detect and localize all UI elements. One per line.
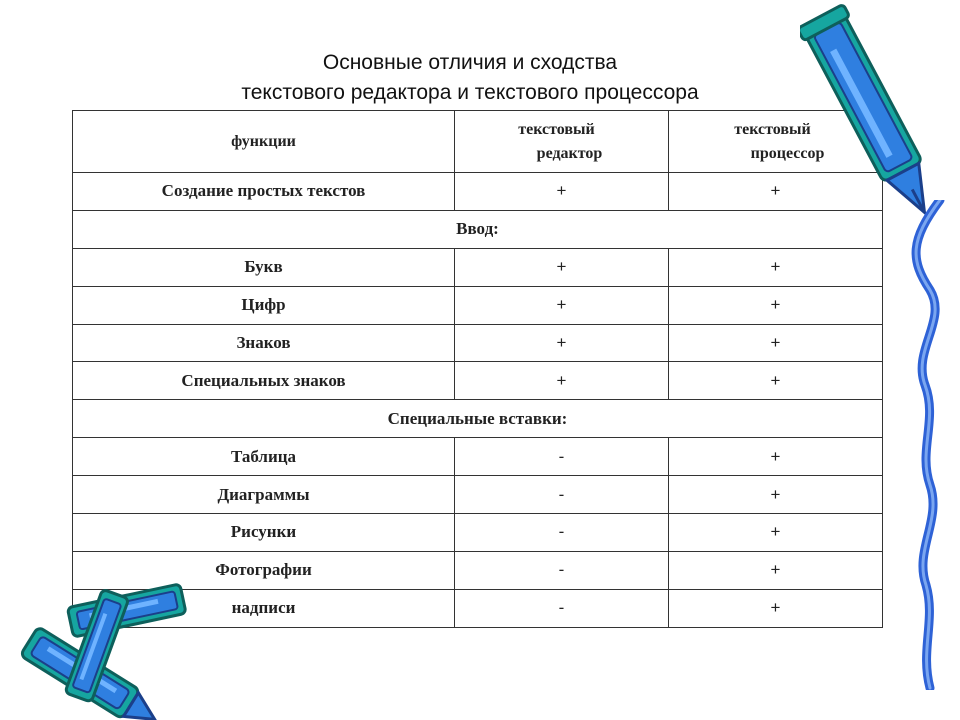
header-editor-line-1: текстовый — [518, 120, 595, 138]
pens-bottom-left-icon — [0, 575, 200, 720]
section-label: Ввод: — [73, 210, 883, 248]
table-body — [73, 173, 883, 628]
editor-cell: - — [455, 551, 669, 589]
function-cell: Букв — [73, 248, 455, 286]
function-cell: Специальных знаков — [73, 362, 455, 400]
editor-cell: + — [455, 324, 669, 362]
table-row — [73, 438, 883, 476]
title-line-1: Основные отличия и сходства — [322, 51, 618, 74]
editor-cell: - — [455, 514, 669, 552]
header-functions: функции — [73, 111, 455, 173]
ribbon-decoration-icon — [900, 200, 960, 690]
function-cell: Диаграммы — [73, 476, 455, 514]
editor-cell: - — [455, 589, 669, 627]
table-header-row — [73, 111, 883, 173]
editor-cell: + — [455, 362, 669, 400]
processor-cell: + — [669, 514, 883, 552]
page-title — [120, 48, 820, 108]
section-label: Специальные вставки: — [73, 400, 883, 438]
function-cell: Таблица — [73, 438, 455, 476]
function-cell: Создание простых текстов — [73, 173, 455, 211]
table-row — [73, 476, 883, 514]
header-text-editor — [455, 111, 669, 173]
table-row — [73, 362, 883, 400]
processor-cell: + — [669, 248, 883, 286]
header-editor-line-2: редактор — [536, 144, 603, 162]
processor-cell: + — [669, 286, 883, 324]
editor-cell: - — [455, 476, 669, 514]
processor-cell: + — [669, 589, 883, 627]
processor-cell: + — [669, 173, 883, 211]
processor-cell: + — [669, 362, 883, 400]
table-row — [73, 514, 883, 552]
function-cell: Фотографии — [73, 551, 455, 589]
processor-cell: + — [669, 324, 883, 362]
header-processor-line-2: процессор — [750, 144, 825, 162]
editor-cell: - — [455, 438, 669, 476]
table-row — [73, 324, 883, 362]
function-cell: Цифр — [73, 286, 455, 324]
editor-cell: + — [455, 248, 669, 286]
processor-cell: + — [669, 438, 883, 476]
table-row — [73, 286, 883, 324]
table-row — [73, 248, 883, 286]
comparison-table — [72, 110, 883, 628]
header-processor-line-1: текстовый — [734, 120, 811, 138]
processor-cell: + — [669, 551, 883, 589]
table-row — [73, 173, 883, 211]
editor-cell: + — [455, 286, 669, 324]
function-cell: Рисунки — [73, 514, 455, 552]
table-section-row — [73, 400, 883, 438]
function-cell: надписи — [73, 589, 455, 627]
editor-cell: + — [455, 173, 669, 211]
processor-cell: + — [669, 476, 883, 514]
title-line-2: текстового редактора и текстового процессора — [241, 81, 699, 104]
function-cell: Знаков — [73, 324, 455, 362]
table-section-row — [73, 210, 883, 248]
